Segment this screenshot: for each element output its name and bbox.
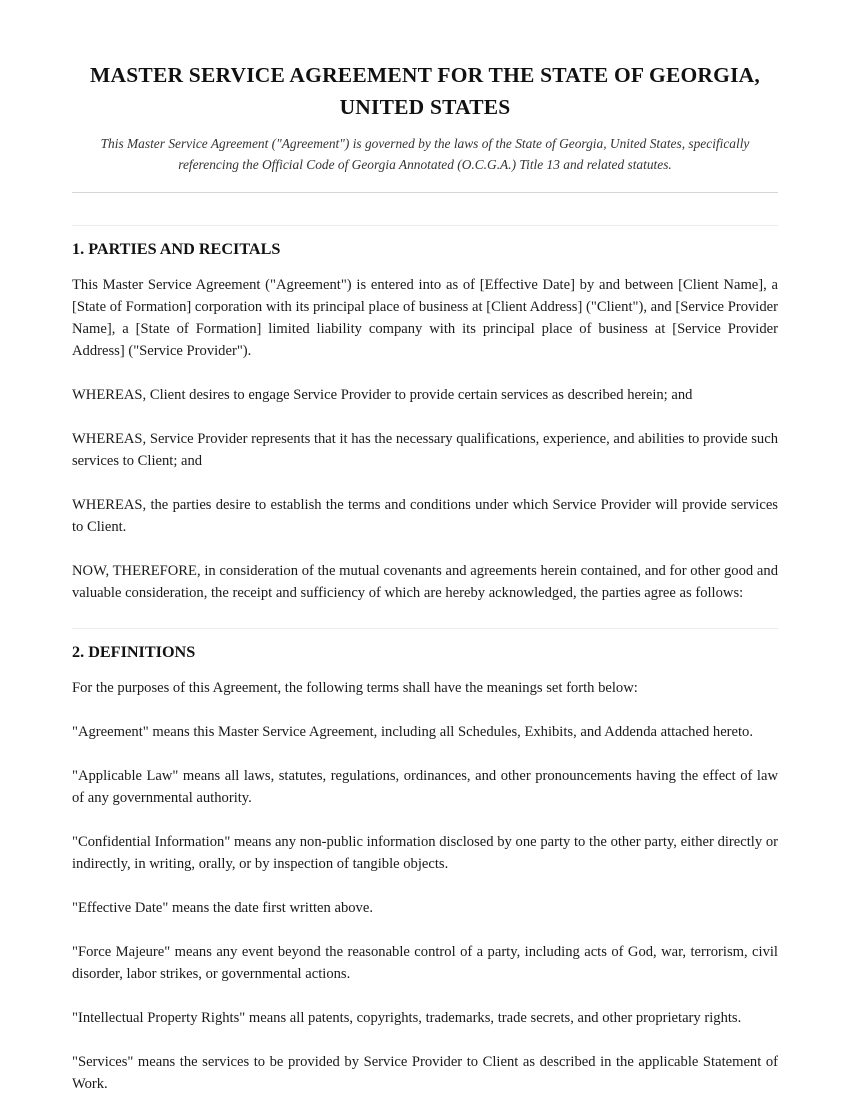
document-title: MASTER SERVICE AGREEMENT FOR THE STATE OF GEORGIA, UNITED STATES [90, 63, 760, 119]
definition-confidential-information: "Confidential Information" means any non-public information disclosed by one party to the other party, either directly or indirectly, in writing, orally, or by inspection of tangible objects. [72, 834, 778, 872]
header-divider [72, 192, 778, 193]
section-heading: 2. DEFINITIONS [72, 643, 196, 661]
paragraph-whereas-qualifications: WHEREAS, Service Provider represents that it has the necessary qualifications, experience, and abilities to provide such services to Client; and [72, 431, 778, 469]
paragraph-parties: This Master Service Agreement ("Agreement") is entered into as of [Effective Date] by and between [Client Name], a [State of Formation] corporation with its principal place of business at [Client Address] ("Client"), and [Service Provider Name], a [State of Formation] limited liability company with its principal place of business at [Service Provider Address] ("Service Provider"). [72, 277, 778, 359]
section-definitions [72, 628, 778, 1095]
paragraph-definitions-intro: For the purposes of this Agreement, the following terms shall have the meanings set forth below: [72, 680, 638, 696]
paragraph-now-therefore: NOW, THEREFORE, in consideration of the mutual covenants and agreements herein contained, and for other good and valuable consideration, the receipt and sufficiency of which are hereby acknowledged, the parties agree as follows: [72, 563, 778, 601]
document-header [72, 0, 778, 193]
definition-agreement: "Agreement" means this Master Service Agreement, including all Schedules, Exhibits, and Addenda attached hereto. [72, 724, 754, 740]
paragraph-whereas-terms: WHEREAS, the parties desire to establish the terms and conditions under which Service Provider will provide services to Client. [72, 497, 778, 535]
document-subtitle: This Master Service Agreement ("Agreement") is governed by the laws of the State of Georgia, United States, specifically referencing the Official Code of Georgia Annotated (O.C.G.A.) Title 13 and related statutes. [100, 136, 750, 172]
definition-effective-date: "Effective Date" means the date first written above. [72, 900, 373, 916]
definition-applicable-law: "Applicable Law" means all laws, statutes, regulations, ordinances, and other pronouncements having the effect of law of any governmental authority. [72, 768, 778, 806]
definition-force-majeure: "Force Majeure" means any event beyond the reasonable control of a party, including acts of God, war, terrorism, civil disorder, labor strikes, or governmental actions. [72, 944, 778, 982]
definition-services: "Services" means the services to be provided by Service Provider to Client as described in the applicable Statement of Work. [72, 1054, 778, 1092]
paragraph-whereas-engage: WHEREAS, Client desires to engage Service Provider to provide certain services as described herein; and [72, 387, 693, 403]
section-divider [72, 628, 778, 629]
section-heading: 1. PARTIES AND RECITALS [72, 240, 281, 258]
section-divider [72, 225, 778, 226]
definition-intellectual-property-rights: "Intellectual Property Rights" means all patents, copyrights, trademarks, trade secrets, and other proprietary rights. [72, 1010, 742, 1026]
section-parties-and-recitals [72, 225, 778, 604]
